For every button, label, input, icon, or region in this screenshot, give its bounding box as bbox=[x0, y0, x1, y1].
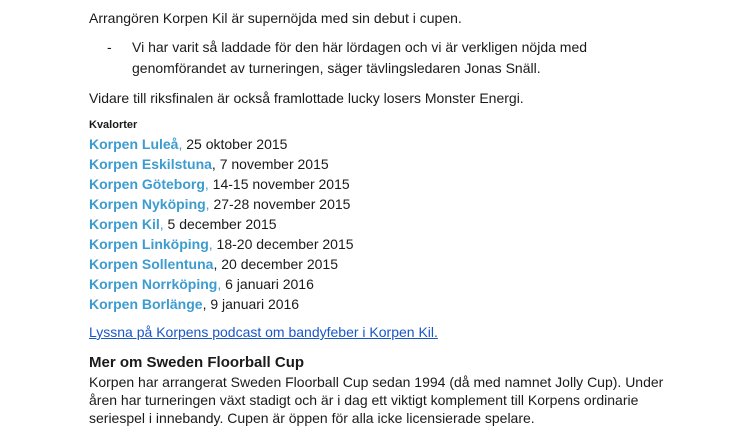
kval-separator: , bbox=[213, 256, 218, 272]
kval-location: Korpen Norrköping bbox=[89, 276, 218, 292]
kval-separator: , bbox=[211, 156, 216, 172]
kval-separator: , bbox=[202, 296, 207, 312]
kval-date: 9 januari 2016 bbox=[206, 296, 300, 312]
kval-item bbox=[89, 194, 354, 214]
kval-date: 5 december 2015 bbox=[163, 216, 277, 232]
kval-location: Korpen Luleå bbox=[89, 136, 179, 152]
quote-line-2: genomförandet av turneringen, säger tävlingsledaren Jonas Snäll. bbox=[132, 60, 541, 76]
kval-location: Korpen Göteborg bbox=[89, 176, 205, 192]
kval-date: 27-28 november 2015 bbox=[209, 196, 351, 212]
kval-location: Korpen Linköping bbox=[89, 236, 209, 252]
quote-dash: - bbox=[107, 39, 112, 55]
kval-location: Korpen Sollentuna bbox=[89, 256, 214, 272]
kval-date: 20 december 2015 bbox=[217, 256, 338, 272]
kvalorter-heading: Kvalorter bbox=[89, 119, 138, 131]
kval-item bbox=[89, 294, 354, 314]
kval-date: 18-20 december 2015 bbox=[212, 236, 354, 252]
kval-item bbox=[89, 234, 354, 254]
kval-separator: , bbox=[208, 236, 213, 252]
section-heading: Mer om Sweden Floorball Cup bbox=[89, 354, 305, 371]
kval-separator: , bbox=[204, 176, 209, 192]
kval-date: 25 oktober 2015 bbox=[182, 136, 288, 152]
kval-date: 6 januari 2016 bbox=[221, 276, 314, 292]
vidare-paragraph: Vidare till riksfinalen är också framlottade lucky losers Monster Energi. bbox=[89, 90, 524, 106]
kval-date: 14-15 november 2015 bbox=[208, 176, 350, 192]
kval-location: Korpen Nyköping bbox=[89, 196, 206, 212]
kval-item bbox=[89, 274, 354, 294]
kval-item bbox=[89, 134, 354, 154]
kval-location: Korpen Kil bbox=[89, 216, 160, 232]
quote-line-1: Vi har varit så laddade för den här lördagen och vi är verkligen nöjda med bbox=[132, 39, 588, 55]
kval-location: Korpen Borlänge bbox=[89, 296, 203, 312]
kval-separator: , bbox=[217, 276, 222, 292]
kval-date: 7 november 2015 bbox=[215, 156, 329, 172]
kval-separator: , bbox=[159, 216, 164, 232]
kval-separator: , bbox=[178, 136, 183, 152]
section-body-line: åren har turneringen växt stadigt och är i dag ett viktigt komplement till Korpens ordinarie bbox=[89, 392, 639, 408]
kval-item bbox=[89, 154, 354, 174]
kval-item bbox=[89, 174, 354, 194]
section-body-line: seriespel i innebandy. Cupen är öppen för alla icke licensierade spelare. bbox=[89, 410, 535, 426]
kval-item bbox=[89, 254, 354, 274]
kval-separator: , bbox=[205, 196, 210, 212]
kval-item bbox=[89, 214, 354, 234]
section-body-line: Korpen har arrangerat Sweden Floorball Cup sedan 1994 (då med namnet Jolly Cup). Under bbox=[89, 374, 664, 390]
kval-location: Korpen Eskilstuna bbox=[89, 156, 212, 172]
intro-paragraph: Arrangören Korpen Kil är supernöjda med sin debut i cupen. bbox=[89, 10, 462, 26]
podcast-link[interactable]: Lyssna på Korpens podcast om bandyfeber i Korpen Kil. bbox=[89, 324, 438, 340]
kvalorter-list bbox=[89, 134, 354, 314]
